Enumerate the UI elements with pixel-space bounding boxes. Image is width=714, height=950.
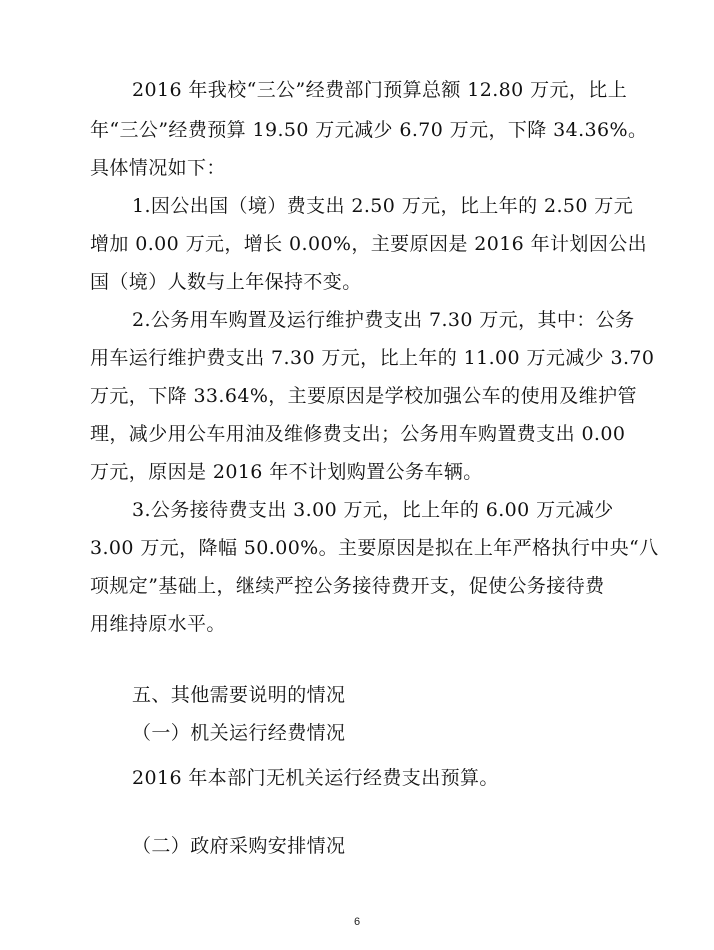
paragraph-1-line-3: 具体情况如下：: [90, 157, 226, 179]
paragraph-4-line-1: 3.公务接待费支出 3.00 万元，比上年的 6.00 万元减少: [132, 499, 614, 521]
paragraph-3-line-2: 用车运行维护费支出 7.30 万元，比上年的 11.00 万元减少 3.70: [90, 347, 655, 369]
page-number: 6: [353, 916, 361, 928]
paragraph-2-line-1: 1.因公出国（境）费支出 2.50 万元，比上年的 2.50 万元: [132, 195, 634, 217]
section-heading: 五、其他需要说明的情况: [132, 684, 346, 706]
paragraph-3-line-4: 理，减少用公车用油及维修费支出；公务用车购置费支出 0.00: [90, 423, 626, 445]
paragraph-4-line-4: 用维持原水平。: [90, 613, 226, 635]
paragraph-1-line-1: 2016 年我校“三公”经费部门预算总额 12.80 万元，比上: [132, 79, 628, 101]
subsection-1-text: 2016 年本部门无机关运行经费支出预算。: [132, 767, 499, 789]
paragraph-3-line-5: 万元，原因是 2016 年不计划购置公务车辆。: [90, 461, 483, 483]
subsection-1-heading: （一）机关运行经费情况: [132, 722, 346, 744]
paragraph-1-line-2: 年“三公”经费预算 19.50 万元减少 6.70 万元，下降 34.36%。: [90, 119, 648, 141]
paragraph-2-line-3: 国（境）人数与上年保持不变。: [90, 271, 362, 293]
paragraph-4-line-3: 项规定”基础上，继续严控公务接待费开支，促使公务接待费: [90, 575, 605, 597]
paragraph-3-line-3: 万元，下降 33.64%，主要原因是学校加强公车的使用及维护管: [90, 385, 637, 407]
paragraph-4-line-2: 3.00 万元，降幅 50.00%。主要原因是拟在上年严格执行中央“八: [90, 537, 659, 559]
subsection-2-heading: （二）政府采购安排情况: [132, 835, 346, 857]
paragraph-2-line-2: 增加 0.00 万元，增长 0.00%，主要原因是 2016 年计划因公出: [90, 233, 648, 255]
paragraph-3-line-1: 2.公务用车购置及运行维护费支出 7.30 万元，其中：公务: [132, 309, 635, 331]
